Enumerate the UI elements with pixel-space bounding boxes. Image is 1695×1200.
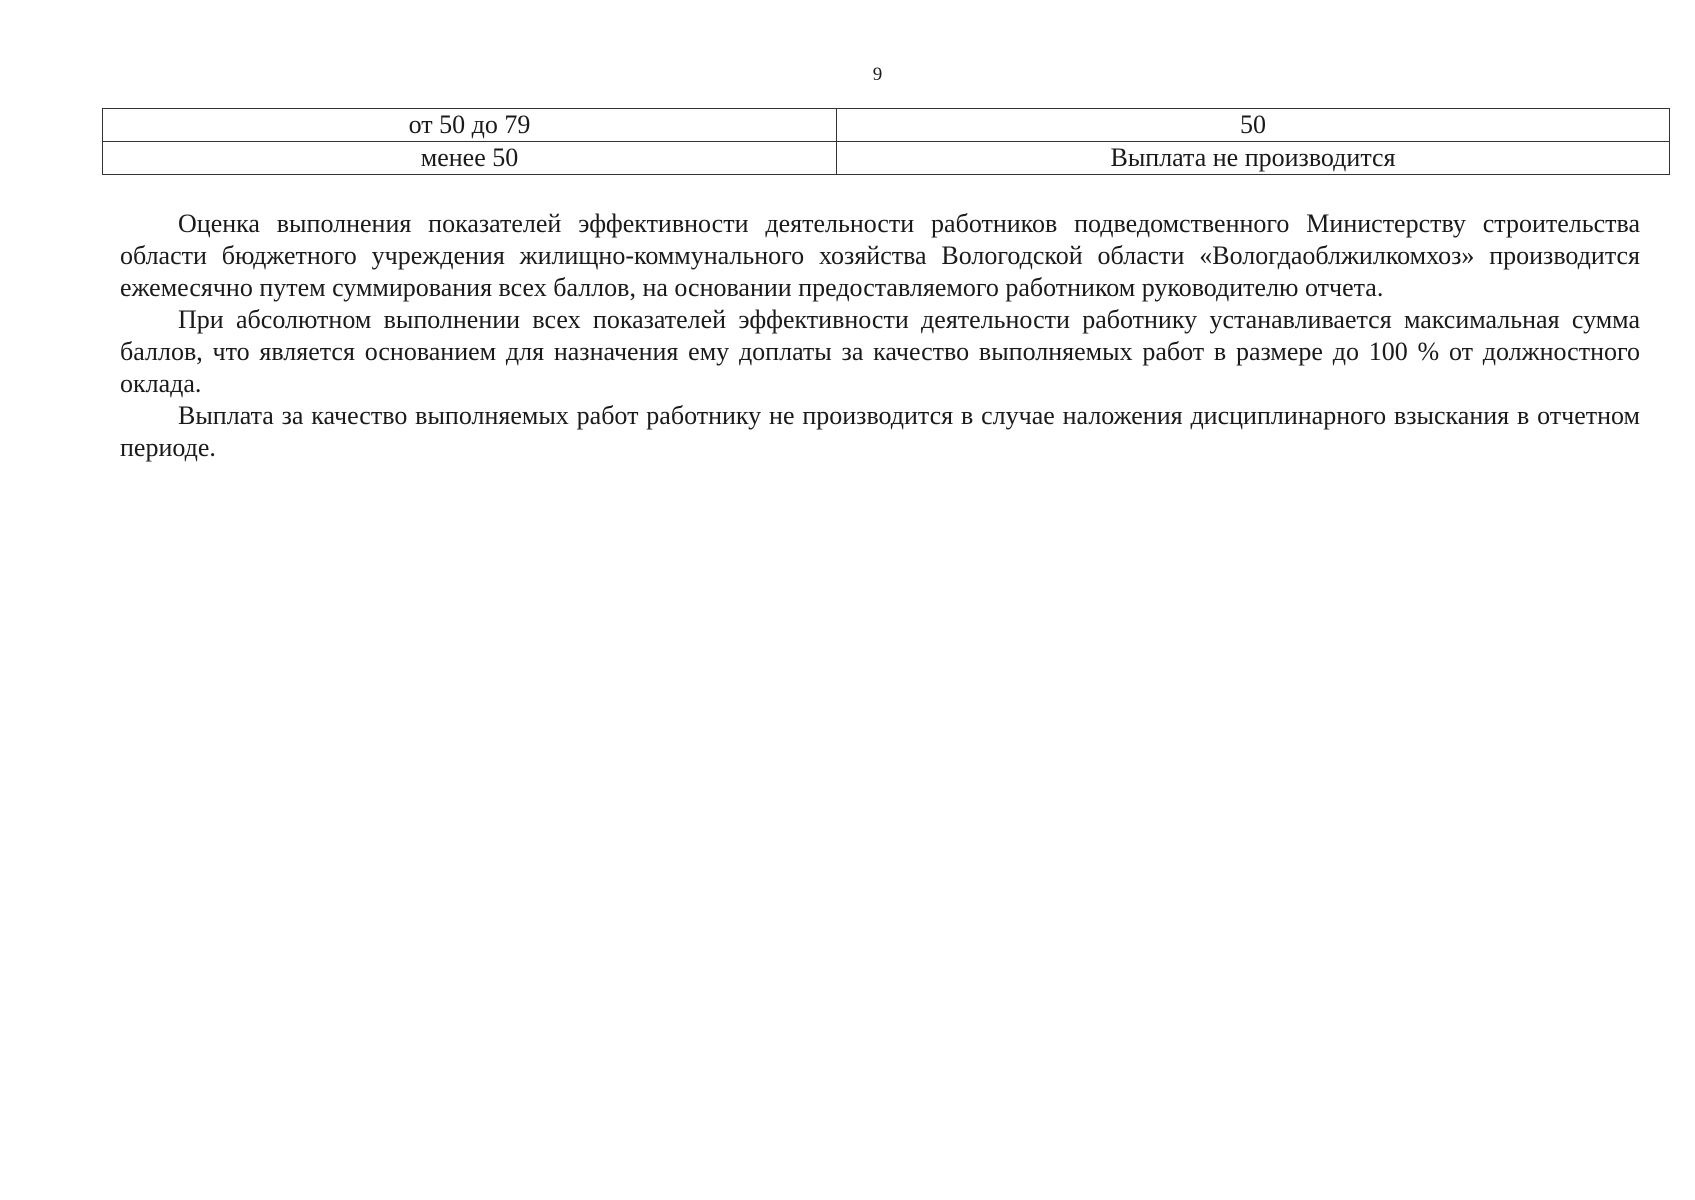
paragraph: При абсолютном выполнении всех показателей эффективности деятельности работнику устанавливается максимальная сумма баллов, что является основанием для назначения ему доплаты за качество выполняемых работ в размере до 100 % от должностного оклада.	[120, 305, 1640, 398]
table-row	[103, 109, 1670, 142]
paragraph: Выплата за качество выполняемых работ работнику не производится в случае наложения дисциплинарного взыскания в отчетном периоде.	[120, 401, 1640, 462]
table-row	[103, 142, 1670, 175]
table-cell-range: менее 50	[103, 142, 837, 175]
score-table	[102, 108, 1670, 175]
page-number: 9	[872, 64, 883, 85]
paragraph: Оценка выполнения показателей эффективности деятельности работников подведомственного Министерству строительства области бюджетного учреждения жилищно-коммунального хозяйства Вологодской области «Вологдаоблжилкомхоз» производится ежемесячно путем суммирования всех баллов, на основании предоставляемого работником руководителю отчета.	[120, 209, 1640, 302]
table-cell-range: от 50 до 79	[103, 109, 837, 142]
table-cell-value: Выплата не производится	[837, 142, 1670, 175]
body-text	[120, 208, 1640, 464]
table-cell-value: 50	[837, 109, 1670, 142]
